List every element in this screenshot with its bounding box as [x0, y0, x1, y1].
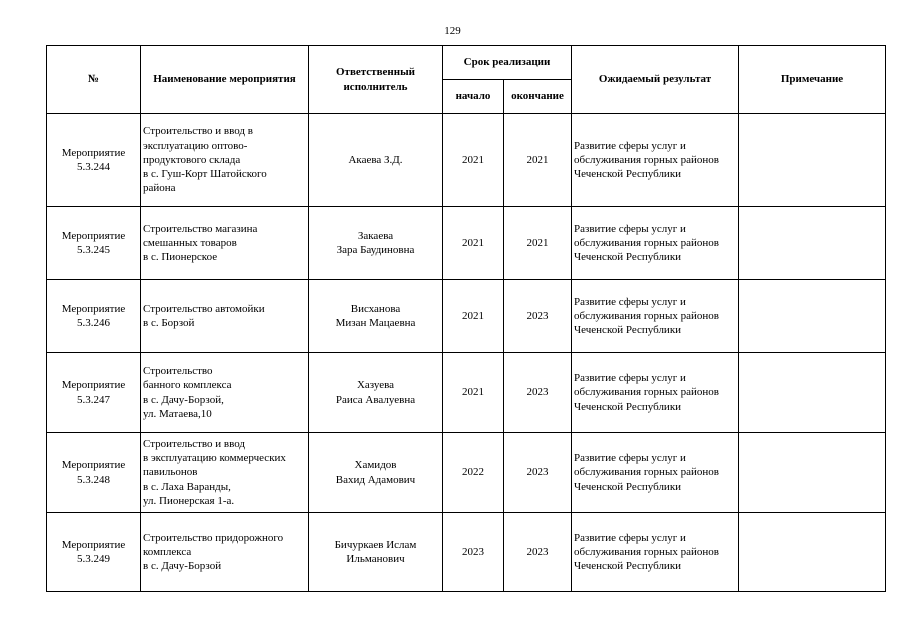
event-executor-line: Раиса Авалуевна: [335, 393, 416, 406]
event-name: [141, 207, 309, 280]
event-name-line: ул. Пионерская 1-а.: [143, 494, 235, 507]
event-number-line: Мероприятие: [61, 379, 126, 392]
event-name-line: ул. Матаева,10: [143, 407, 212, 420]
event-number-line: Мероприятие: [61, 229, 126, 242]
event-executor-line: Вахид Адамович: [335, 473, 416, 486]
event-number-line: 5.3.246: [77, 317, 110, 329]
event-result-line: Развитие сферы услуг и: [574, 452, 686, 465]
event-result-line: Чеченской Республики: [574, 168, 682, 181]
event-note: [739, 513, 886, 592]
table-row: [47, 114, 886, 207]
event-result-line: Чеченской Республики: [574, 560, 682, 573]
event-number-line: 5.3.247: [77, 393, 110, 406]
event-result-line: Чеченской Республики: [574, 400, 682, 413]
event-end-year: 2023: [504, 353, 572, 433]
event-executor-line: Хазуева: [356, 379, 395, 392]
event-name-line: района: [143, 182, 176, 195]
event-result-line: обслуживания горных районов: [574, 236, 719, 249]
event-end-year: 2023: [504, 433, 572, 513]
event-executor-line: Висханова: [350, 302, 401, 315]
event-note: [739, 207, 886, 280]
event-name-line: эксплуатацию оптово-: [143, 139, 248, 152]
event-number-line: Мероприятие: [61, 146, 126, 159]
page-number: 129: [444, 25, 461, 37]
event-result: [572, 280, 739, 353]
event-executor: [309, 114, 443, 207]
event-number: [47, 353, 141, 433]
event-name: [141, 513, 309, 592]
event-result-line: обслуживания горных районов: [574, 545, 719, 558]
event-name: [141, 280, 309, 353]
header-end: окончание: [504, 80, 572, 114]
event-executor-line: Зара Баудиновна: [336, 244, 415, 256]
event-start-year: 2021: [443, 353, 504, 433]
event-executor-line: Бичуркаев Ислам: [334, 538, 417, 551]
header-name: Наименование мероприятия: [141, 46, 309, 114]
event-name-line: Строительство придорожного: [143, 531, 284, 544]
header-num: №: [47, 46, 141, 114]
event-executor: [309, 280, 443, 353]
event-number-line: Мероприятие: [61, 538, 126, 551]
event-end-year: 2023: [504, 280, 572, 353]
event-executor: [309, 353, 443, 433]
event-executor-line: Мизан Мацаевна: [335, 317, 416, 329]
event-result: [572, 513, 739, 592]
event-end-year: 2023: [504, 513, 572, 592]
event-executor: [309, 207, 443, 280]
event-name-line: в с. Гуш-Корт Шатойского: [143, 168, 267, 181]
event-result-line: обслуживания горных районов: [574, 466, 719, 479]
event-name-line: в с. Дачу-Борзой,: [143, 393, 224, 406]
header-start: начало: [443, 80, 504, 114]
event-start-year: 2021: [443, 207, 504, 280]
event-number-line: Мероприятие: [61, 302, 126, 315]
event-name-line: в с. Лаха Варанды,: [143, 480, 231, 493]
event-start-year: 2021: [443, 114, 504, 207]
event-name-line: в с. Борзой: [143, 317, 195, 329]
header-result: Ожидаемый результат: [572, 46, 739, 114]
event-number: [47, 433, 141, 513]
header-term: Срок реализации: [443, 46, 572, 80]
event-number: [47, 207, 141, 280]
header-executor: [309, 46, 443, 114]
event-name-line: Строительство и ввод: [143, 437, 246, 450]
event-number: [47, 280, 141, 353]
event-executor-line: Закаева: [357, 229, 394, 242]
events-table: [46, 45, 886, 592]
table-row: [47, 513, 886, 592]
table-row: [47, 353, 886, 433]
event-result-line: Развитие сферы услуг и: [574, 531, 686, 544]
event-name-line: в с. Дачу-Борзой: [143, 560, 222, 573]
event-result-line: Чеченской Республики: [574, 480, 682, 493]
event-start-year: 2022: [443, 433, 504, 513]
event-name-line: Строительство: [143, 364, 213, 377]
event-note: [739, 280, 886, 353]
event-start-year: 2023: [443, 513, 504, 592]
event-executor-line: Акаева З.Д.: [348, 153, 403, 166]
header-executor-line: исполнитель: [343, 80, 408, 93]
event-result-line: обслуживания горных районов: [574, 153, 719, 166]
event-name-line: в эксплуатацию коммерческих: [143, 452, 286, 465]
event-number-line: 5.3.244: [77, 161, 110, 173]
event-name-line: в с. Пионерское: [143, 251, 218, 264]
table-row: [47, 207, 886, 280]
event-result-line: Развитие сферы услуг и: [574, 139, 686, 152]
event-executor-line: Хамидов: [354, 459, 397, 472]
event-result: [572, 114, 739, 207]
event-end-year: 2021: [504, 114, 572, 207]
event-result-line: Развитие сферы услуг и: [574, 372, 686, 385]
event-number-line: Мероприятие: [61, 459, 126, 472]
event-result: [572, 207, 739, 280]
event-result: [572, 353, 739, 433]
event-note: [739, 433, 886, 513]
event-number-line: 5.3.248: [77, 473, 110, 486]
event-number: [47, 513, 141, 592]
event-result-line: Чеченской Республики: [574, 251, 682, 264]
event-executor: [309, 513, 443, 592]
event-end-year: 2021: [504, 207, 572, 280]
event-number: [47, 114, 141, 207]
table-row: [47, 433, 886, 513]
event-result-line: Развитие сферы услуг и: [574, 295, 686, 308]
event-name-line: продуктового склада: [143, 153, 241, 166]
event-name-line: Строительство автомойки: [143, 302, 265, 315]
event-name-line: банного комплекса: [143, 379, 232, 392]
event-name-line: комплекса: [143, 545, 192, 558]
event-name-line: Строительство и ввод в: [143, 125, 253, 138]
event-number-line: 5.3.249: [77, 553, 110, 565]
event-executor: [309, 433, 443, 513]
event-result: [572, 433, 739, 513]
event-result-line: обслуживания горных районов: [574, 309, 719, 322]
event-start-year: 2021: [443, 280, 504, 353]
table-row: [47, 280, 886, 353]
event-name-line: павильонов: [143, 466, 198, 479]
event-name: [141, 353, 309, 433]
event-number-line: 5.3.245: [77, 244, 110, 256]
event-result-line: Развитие сферы услуг и: [574, 222, 686, 235]
table-body: [47, 114, 886, 592]
event-note: [739, 353, 886, 433]
event-name-line: смешанных товаров: [143, 236, 237, 249]
event-note: [739, 114, 886, 207]
event-result-line: Чеченской Республики: [574, 324, 682, 337]
header-executor-line: Ответственный: [335, 66, 416, 79]
event-name: [141, 433, 309, 513]
event-result-line: обслуживания горных районов: [574, 386, 719, 399]
event-name-line: Строительство магазина: [143, 222, 258, 235]
event-name: [141, 114, 309, 207]
header-note: Примечание: [739, 46, 886, 114]
event-executor-line: Ильманович: [346, 553, 405, 565]
